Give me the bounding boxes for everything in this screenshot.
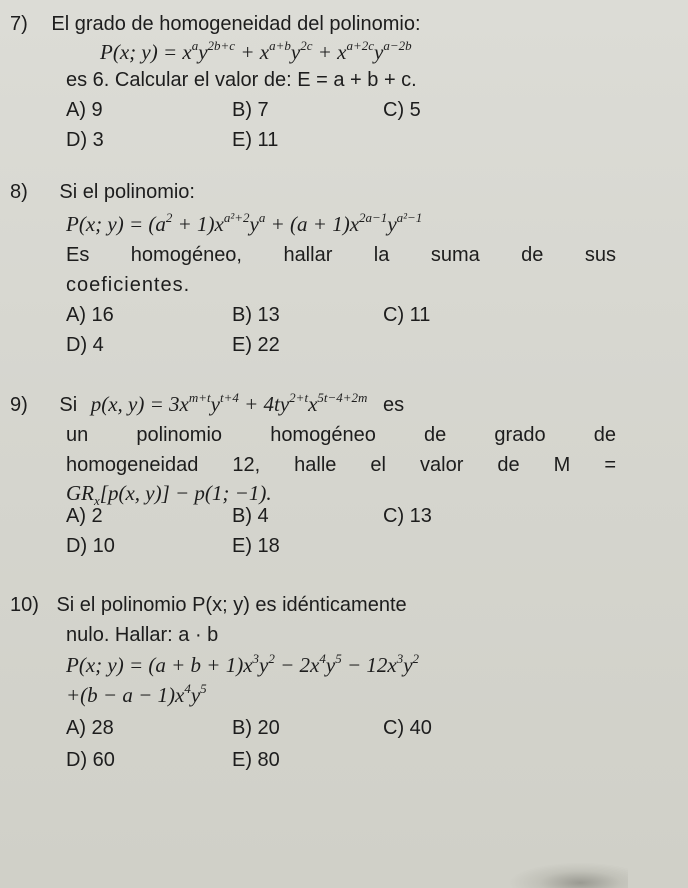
problem-9-number: 9) <box>10 394 28 416</box>
problem-10-stem-2: nulo. Hallar: a · b <box>66 624 219 646</box>
problem-9-option-b: B) 4 <box>232 505 269 527</box>
problem-10-formula-2: $+(b - a - 1)x^4y^5$ <box>66 681 207 707</box>
problem-10-stem-1: Si el polinomio P(x; y) es idénticamente <box>56 594 407 616</box>
problem-7-option-d: D) 3 <box>66 129 104 151</box>
problem-10-line-1 <box>10 593 407 617</box>
problem-8-stem-3: coeficientes. <box>66 274 191 296</box>
problem-7-formula: P(x; $y) = x^ay^{2b+c} + x^{a+b}y^{2c} + x^{a+2c}y^{a-2b}$ <box>100 38 412 64</box>
problem-9-stem-1a: Si <box>59 394 78 416</box>
problem-10-option-b: B) 20 <box>232 717 280 739</box>
problem-7-stem-1: El grado de homogeneidad del polinomio: <box>51 13 421 35</box>
problem-9-option-c: C) 13 <box>383 505 432 527</box>
problem-7-option-a: A) 9 <box>66 99 103 121</box>
problem-9-option-a: A) 2 <box>66 505 103 527</box>
problem-8-option-e: E) 22 <box>232 334 280 356</box>
problem-10-number: 10) <box>10 594 39 616</box>
problem-8-option-d: D) 4 <box>66 334 104 356</box>
problem-9-stem-2: un polinomio homogéneo de grado de <box>66 424 616 446</box>
problem-10-option-a: A) 28 <box>66 717 114 739</box>
problem-9-stem-1b: es <box>383 394 405 416</box>
problem-8-formula: P(x; $y) = (a^2 + 1)x^{a^2+2}y^a + (a + 1)x^{2a-1}y^{a^2-1}$ <box>66 210 423 236</box>
problem-7-option-e: E) 11 <box>232 129 279 151</box>
problem-9-formula: p(x, $y) = 3x^{m+t}y^{t+4} + 4ty^{2+t}x^{5t-4+2m}$ <box>90 390 368 416</box>
problem-10-formula-1: P(x; $y) = (a + b + 1)x^3y^2 - 2x^4y^5 - 12x^3y^2$ <box>66 651 420 677</box>
problem-8-option-b: B) 13 <box>232 304 280 326</box>
problem-8-option-c: C) 11 <box>383 304 431 326</box>
problem-10-option-d: D) 60 <box>66 749 115 771</box>
problem-8-option-a: A) 16 <box>66 304 114 326</box>
problem-9-option-d: D) 10 <box>66 535 115 557</box>
problem-7-number: 7) <box>10 13 28 35</box>
problem-7-stem-2: es 6. Calcular el valor de: E = a + b + c. <box>66 69 417 91</box>
problem-10-option-c: C) 40 <box>383 717 432 739</box>
problem-9-option-e: E) 18 <box>232 535 280 557</box>
problem-8-line-1 <box>10 180 195 204</box>
problem-8-number: 8) <box>10 181 28 203</box>
problem-9-stem-4: $GR_x[p(x$, y)] − p(1; −1). <box>66 481 272 509</box>
problem-7-line-1 <box>10 12 421 36</box>
problem-8-stem-2: Es homogéneo, hallar la suma de sus <box>66 244 616 266</box>
problem-7-option-b: B) 7 <box>232 99 269 121</box>
paper-scuff <box>508 862 628 888</box>
problem-10-option-e: E) 80 <box>232 749 280 771</box>
problem-8-stem-1: Si el polinomio: <box>59 181 195 203</box>
problem-9-stem-3: homogeneidad 12, halle el valor de M = <box>66 454 616 476</box>
problem-7-option-c: C) 5 <box>383 99 421 121</box>
problem-9-line-1 <box>10 392 404 417</box>
